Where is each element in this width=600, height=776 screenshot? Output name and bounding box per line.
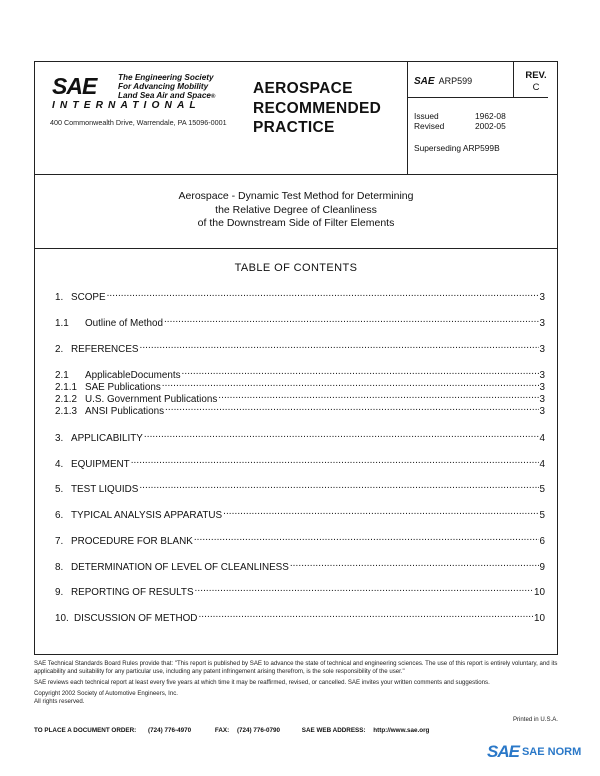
- doc-type-title: [253, 79, 403, 138]
- logo-international: INTERNATIONAL: [52, 100, 201, 111]
- brand-sae-logo: SAE: [487, 742, 519, 761]
- toc-entry[interactable]: [55, 390, 545, 405]
- rights: All rights reserved.: [34, 698, 85, 705]
- toc-page: 3: [539, 344, 545, 355]
- toc-label: EQUIPMENT: [71, 459, 130, 470]
- toc-number: 2.1.1: [55, 382, 77, 393]
- logo-sae-text: SAE: [52, 73, 97, 99]
- doc-type-line-2: RECOMMENDED: [253, 99, 382, 117]
- toc-heading: TABLE OF CONTENTS: [234, 262, 358, 274]
- doc-sae-mark: SAE: [414, 76, 435, 87]
- review-note: SAE reviews each technical report at least every five years at which time it may be reaffirmed, revised, or cancelled. SAE invites your written comments and suggestions.: [34, 679, 490, 686]
- toc-page: 3: [539, 292, 545, 303]
- toc-label: TEST LIQUIDS: [71, 484, 139, 495]
- toc-number: 2.1.2: [55, 394, 77, 405]
- toc-number: 1.1: [55, 318, 69, 329]
- address: 400 Commonwealth Drive, Warrendale, PA 15096-0001: [50, 118, 227, 127]
- toc-leader: [182, 366, 539, 378]
- superseding: Superseding ARP599B: [414, 143, 500, 153]
- toc-label: ANSI Publications: [85, 406, 165, 417]
- toc-label: REFERENCES: [71, 344, 139, 355]
- revised-value: 2002-05: [475, 121, 506, 131]
- toc-number: 4.: [55, 459, 64, 470]
- toc-entry[interactable]: [55, 340, 545, 355]
- document-frame: [34, 61, 558, 655]
- toc-leader: [223, 506, 538, 518]
- doc-number: [414, 76, 472, 87]
- toc-entry[interactable]: [55, 609, 545, 624]
- toc-number: 1.: [55, 292, 64, 303]
- toc-page: 5: [539, 484, 545, 495]
- web-label: SAE WEB ADDRESS:: [301, 727, 366, 734]
- footer-notes: [34, 660, 558, 723]
- rev-value: C: [532, 82, 540, 93]
- revision-cell: [513, 62, 558, 97]
- toc-label: Outline of Method: [85, 318, 163, 329]
- issued-label: Issued: [414, 111, 439, 121]
- printed-in: Printed in U.S.A.: [512, 716, 558, 723]
- toc-label: TYPICAL ANALYSIS APPARATUS: [71, 510, 223, 521]
- issued-value: 1962-08: [475, 111, 506, 121]
- toc-entry[interactable]: [55, 506, 545, 521]
- toc-label: ApplicableDocuments: [85, 370, 181, 381]
- board-rules: SAE Technical Standards Board Rules provide that: "This report is published by SAE to advance the state of technical and engineering sciences. The use of this report is entirely voluntary, and its applicability and suitability for any particular use, including any patent infringement arising therefrom, is the sole responsibility of the user.": [34, 660, 558, 675]
- toc-label: DISCUSSION OF METHOD: [74, 613, 198, 624]
- order-phone: (724) 776-4970: [148, 727, 192, 734]
- toc-page: 10: [534, 587, 545, 598]
- rev-label: REV.: [525, 70, 547, 81]
- toc-number: 10.: [55, 613, 69, 624]
- doc-number-value: ARP599: [438, 76, 473, 86]
- toc-entry[interactable]: [55, 402, 545, 417]
- toc-page: 6: [539, 536, 545, 547]
- toc-number: 9.: [55, 587, 64, 598]
- toc-entry[interactable]: [55, 558, 545, 573]
- toc-entry[interactable]: [55, 480, 545, 495]
- toc-page: 3: [539, 406, 545, 417]
- sae-logo: [35, 62, 237, 174]
- toc-number: 2.: [55, 344, 64, 355]
- doc-type-line-3: PRACTICE: [253, 119, 335, 136]
- toc-page: 9: [539, 562, 545, 573]
- toc-page: 3: [539, 318, 545, 329]
- toc-label: SCOPE: [71, 292, 106, 303]
- toc-label: SAE Publications: [85, 382, 161, 393]
- toc-number: 8.: [55, 562, 64, 573]
- doc-info-cell: [407, 62, 514, 174]
- brand-norm-text: SAE NORM: [521, 746, 582, 758]
- tagline-line-2: For Advancing Mobility: [118, 82, 209, 91]
- toc-leader: [140, 340, 539, 352]
- copyright: Copyright 2002 Society of Automotive Engineers, Inc.: [34, 690, 178, 697]
- toc-label: U.S. Government Publications: [85, 394, 218, 405]
- toc-leader: [218, 390, 538, 402]
- toc-leader: [131, 455, 539, 467]
- toc-entry[interactable]: [55, 288, 545, 303]
- toc-entry[interactable]: [55, 314, 545, 329]
- toc-leader: [195, 583, 533, 595]
- doc-title-line-1: Aerospace - Dynamic Test Method for Determining: [178, 190, 414, 202]
- document-title: [35, 174, 557, 249]
- toc-leader: [194, 532, 539, 544]
- tagline-line-3: Land Sea Air and Space: [118, 91, 211, 100]
- revised-label: Revised: [414, 121, 445, 131]
- toc-page: 10: [534, 613, 545, 624]
- doc-title-line-3: of the Downstream Side of Filter Elements: [197, 217, 395, 229]
- toc-label: REPORTING OF RESULTS: [71, 587, 194, 598]
- toc-page: 4: [539, 459, 545, 470]
- toc-number: 6.: [55, 510, 64, 521]
- toc-leader: [107, 288, 539, 300]
- issued-date: [414, 111, 506, 121]
- order-line: [34, 727, 558, 734]
- header-row: [35, 62, 557, 175]
- toc-number: 2.1: [55, 370, 69, 381]
- toc-page: 3: [539, 382, 545, 393]
- registered-mark: ®: [210, 94, 216, 100]
- toc-leader: [290, 558, 539, 570]
- toc-entry[interactable]: [55, 583, 545, 598]
- revised-date: [414, 121, 506, 131]
- toc-leader: [165, 402, 538, 414]
- toc-leader: [139, 480, 538, 492]
- logo-tagline: [118, 73, 215, 102]
- toc-page: 5: [539, 510, 545, 521]
- toc-label: APPLICABILITY: [71, 433, 143, 444]
- toc-entry[interactable]: [55, 455, 545, 470]
- order-label: TO PLACE A DOCUMENT ORDER:: [34, 727, 137, 734]
- toc-page: 4: [539, 433, 545, 444]
- toc-number: 7.: [55, 536, 64, 547]
- sae-norm-watermark: [487, 742, 581, 762]
- toc-leader: [162, 378, 539, 390]
- toc-page: 3: [539, 394, 545, 405]
- toc-entry[interactable]: [55, 366, 545, 381]
- toc-label: DETERMINATION OF LEVEL OF CLEANLINESS: [71, 562, 289, 573]
- toc-number: 5.: [55, 484, 64, 495]
- toc-label: PROCEDURE FOR BLANK: [71, 536, 193, 547]
- toc-leader: [198, 609, 533, 621]
- web-link[interactable]: http://www.sae.org: [373, 727, 430, 734]
- toc-leader: [144, 429, 539, 441]
- tagline-line-1: The Engineering Society: [118, 73, 214, 82]
- doc-title-line-2: the Relative Degree of Cleanliness: [215, 203, 377, 216]
- divider: [408, 97, 548, 98]
- doc-type-line-1: AEROSPACE: [253, 80, 353, 97]
- toc-leader: [164, 314, 539, 326]
- fax-number: (724) 776-0790: [236, 727, 280, 734]
- toc-entry[interactable]: [55, 429, 545, 444]
- toc-page: 3: [539, 370, 545, 381]
- toc-entry[interactable]: [55, 532, 545, 547]
- fax-label: FAX:: [214, 727, 230, 734]
- toc-entry[interactable]: [55, 378, 545, 393]
- toc-number: 2.1.3: [55, 406, 77, 417]
- toc-number: 3.: [55, 433, 64, 444]
